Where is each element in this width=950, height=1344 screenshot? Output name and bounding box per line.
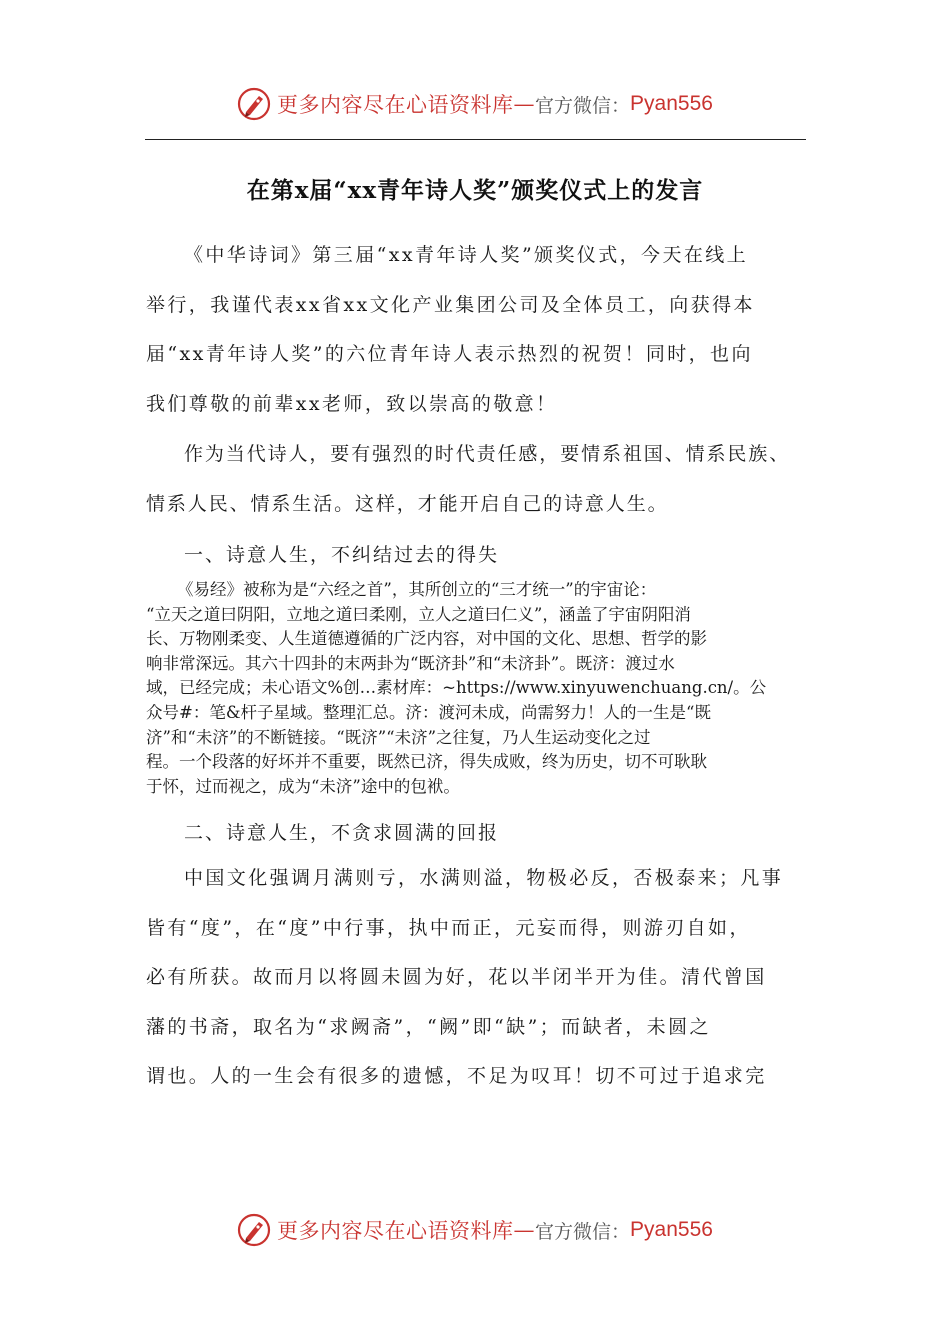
pen-circle-logo-icon [237, 1213, 271, 1247]
paragraph-1 [146, 231, 811, 429]
paragraph-line: 谓也。人的一生会有很多的遗憾，不足为叹耳！切不可过于追求完 [146, 1065, 767, 1087]
paragraph-line: 情系人民、情系生活。这样，才能开启自己的诗意人生。 [146, 492, 669, 515]
paragraph-line: 长、万物刚柔变、人生道德遵循的广泛内容，对中国的文化、思想、哲学的影 [146, 629, 707, 649]
banner-text: 更多内容尽在心语资料库 [277, 93, 514, 117]
section-heading-2: 二、诗意人生，不贪求圆满的回报 [184, 822, 500, 844]
paragraph-line: 届“xx青年诗人奖”的六位青年诗人表示热烈的祝贺！同时，也向 [146, 343, 753, 365]
banner-label: 官方微信： [535, 1220, 631, 1243]
paragraph-line: “立天之道曰阴阳，立地之道曰柔刚，立人之道曰仁义”，涵盖了宇宙阴阳消 [146, 604, 691, 624]
paragraph-line: 皆有“度”，在“度”中行事，执中而正，元妄而得，则游刃自如， [146, 916, 751, 939]
paragraph-line: 于怀，过而视之，成为“未济”途中的包袱。 [146, 776, 460, 796]
footer-banner [0, 1210, 950, 1250]
paragraph-3 [146, 578, 810, 799]
header-rule [145, 139, 806, 140]
paragraph-line: 我们尊敬的前辈xx老师，致以崇高的敬意！ [146, 392, 558, 415]
paragraph-line: 《易经》被称为是“六经之首”，其所创立的“三才统一”的宇宙论： [177, 580, 657, 599]
paragraph-line: 作为当代诗人，要有强烈的时代责任感，要情系祖国、情系民族、 [184, 443, 791, 465]
paragraph-line: 响非常深远。其六十四卦的末两卦为“既济卦”和“未济卦”。既济：渡过水 [146, 653, 675, 673]
paragraph-line: 中国文化强调月满则亏，水满则溢，物极必反，否极泰来；凡事 [184, 867, 784, 889]
paragraph-line: 域，已经完成；未心语文%创…素材库：~https://www.xinyuwenchuang.cn/。公 [146, 678, 767, 698]
banner-text: 更多内容尽在心语资料库 [277, 1219, 514, 1243]
paragraph-line: 藩的书斋，取名为“求阙斋”，“阙”即“缺”；而缺者，未圆之 [146, 1015, 711, 1038]
section-heading-1: 一、诗意人生，不纠结过去的得失 [184, 544, 500, 566]
banner-separator: — [513, 92, 536, 116]
paragraph-4 [146, 854, 811, 1102]
paragraph-line: 《中华诗词》第三届“xx青年诗人奖”颁奖仪式，今天在线上 [184, 244, 749, 266]
paragraph-line: 众号#：笔&杆子星域。整理汇总。济：渡河未成，尚需努力！人的一生是“既 [146, 702, 711, 722]
banner-separator: — [513, 1218, 536, 1242]
paragraph-line: 程。一个段落的好坏并不重要，既然已济，得失成败，终为历史，切不可耿耿 [146, 752, 707, 772]
banner-wechat-id: Pyan556 [630, 92, 713, 115]
banner-wechat-id: Pyan556 [630, 1218, 713, 1241]
header-banner [0, 84, 950, 124]
pen-circle-logo-icon [237, 87, 271, 121]
paragraph-line: 济”和“未济”的不断链接。“既济”“未济”之往复，乃人生运动变化之过 [146, 727, 651, 747]
document-title: 在第x届“xx青年诗人奖”颁奖仪式上的发言 [246, 177, 704, 204]
banner-label: 官方微信： [535, 94, 631, 117]
paragraph-2 [146, 430, 811, 529]
paragraph-line: 必有所获。故而月以将圆未圆为好，花以半闭半开为佳。清代曾国 [146, 966, 767, 988]
paragraph-line: 举行，我谨代表xx省xx文化产业集团公司及全体员工，向获得本 [146, 293, 755, 316]
